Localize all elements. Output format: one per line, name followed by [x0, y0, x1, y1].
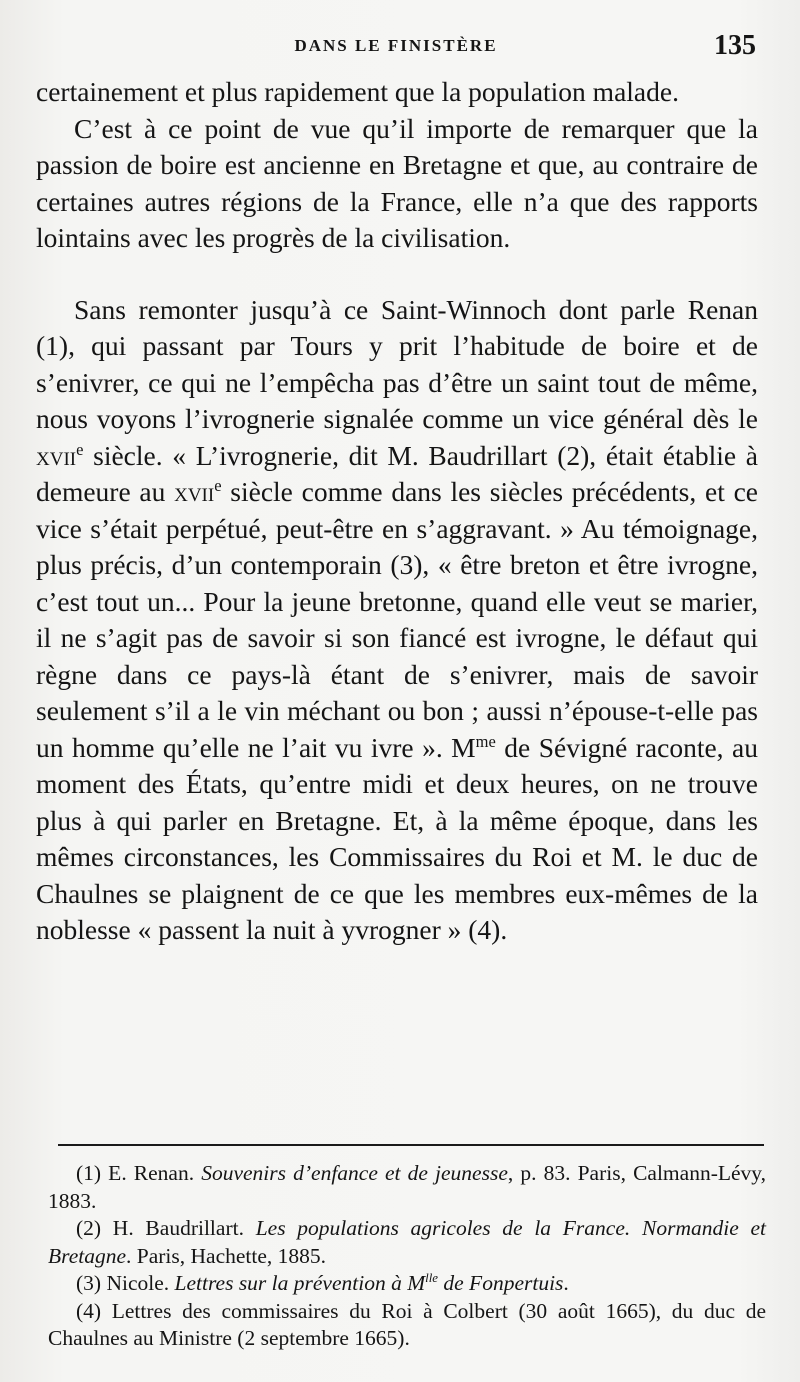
century-roman: xvii	[36, 439, 77, 471]
footnote-title: Lettres sur la prévention à M	[174, 1271, 426, 1295]
footnote-prefix: (1) E. Renan.	[76, 1161, 202, 1185]
page-header	[36, 30, 756, 70]
page-number: 135	[714, 30, 756, 61]
footnote-suffix: , p. 83. Paris, Calmann-Lévy, 1883.	[48, 1161, 767, 1213]
century-suffix: e	[76, 439, 84, 459]
paragraph-passion-de-boire: C’est à ce point de vue qu’il importe de remarquer que la passion de boire est ancienne en Bretagne et que, au contraire de certaines autres régions de la France, elle n’a que des rapports lointains avec les progrès de la civilisation.	[36, 112, 758, 253]
madame-suffix: me	[475, 731, 496, 751]
paragraph-continuation: certainement et plus rapidement que la population malade.	[36, 76, 679, 107]
body-text	[36, 74, 758, 949]
footnote-2	[48, 1215, 766, 1270]
paragraph-text: de Sévigné raconte, au moment des États, qu’entre midi et deux heures, on ne trouve plus à qui parler en Bretagne. Et, à la même époque, dans les mêmes circonstances, les Commissaires du Roi et M. le duc de Chaulnes se plaignent de ce que les membres eux-mêmes de la noblesse « passent la nuit à yvrogner » (4).	[36, 731, 758, 945]
footnote-1	[48, 1160, 766, 1215]
footnote-divider	[58, 1144, 764, 1146]
footnote-prefix: (2) H. Baudrillart.	[76, 1216, 256, 1240]
running-head: DANS LE FINISTÈRE	[294, 36, 498, 55]
paragraph-ivrognerie	[36, 292, 758, 949]
century-roman: xvii	[174, 476, 215, 507]
paragraph-text: siècle comme dans les siècles précédents, et ce vice s’était perpétué, peut-être en s’aggravant. » Au témoignage, plus précis, d’un contemporain (3), « être breton et être ivrogne, c’est tout un... Pour la jeune bretonne, quand elle veut se marier, il ne s’agit pas de savoir si son fiancé est ivrogne, le défaut qui règne dans ce pays-là étant de s’enivrer, mais de savoir seulement s’il a le vin méchant ou bon ; aussi n’épouse-t-elle pas un homme qu’elle ne l’ait vu ivre ». M	[36, 476, 758, 763]
footnote-title: de Fonpertuis	[438, 1271, 564, 1295]
footnote-title-sup: lle	[425, 1270, 439, 1285]
footnotes	[48, 1160, 766, 1353]
footnote-3	[48, 1270, 766, 1298]
footnote-suffix: .	[563, 1271, 569, 1295]
footnote-4: (4) Lettres des commissaires du Roi à Colbert (30 août 1665), du duc de Chaulnes au Ministre (2 septembre 1665).	[48, 1298, 766, 1350]
footnote-suffix: . Paris, Hachette, 1885.	[126, 1243, 327, 1268]
paragraph-text: siècle. « L’ivrognerie, dit M. Baudrillart (2), était établie à demeure au	[36, 439, 758, 507]
century-suffix: e	[214, 475, 222, 495]
paragraph-text: Sans remonter jusqu’à ce Saint-Winnoch dont parle Renan (1), qui passant par Tours y prit l’habitude de boire et de s’enivrer, ce qui ne l’empêcha pas d’être un saint tout de même, nous voyons l’ivrognerie signalée comme un vice général dès le	[36, 293, 758, 434]
footnote-title: Les populations agricoles de la France. Normandie et Bretagne	[48, 1216, 766, 1268]
footnote-prefix: (3) Nicole.	[76, 1271, 175, 1295]
footnote-title: Souvenirs d’enfance et de jeunesse	[201, 1161, 508, 1185]
